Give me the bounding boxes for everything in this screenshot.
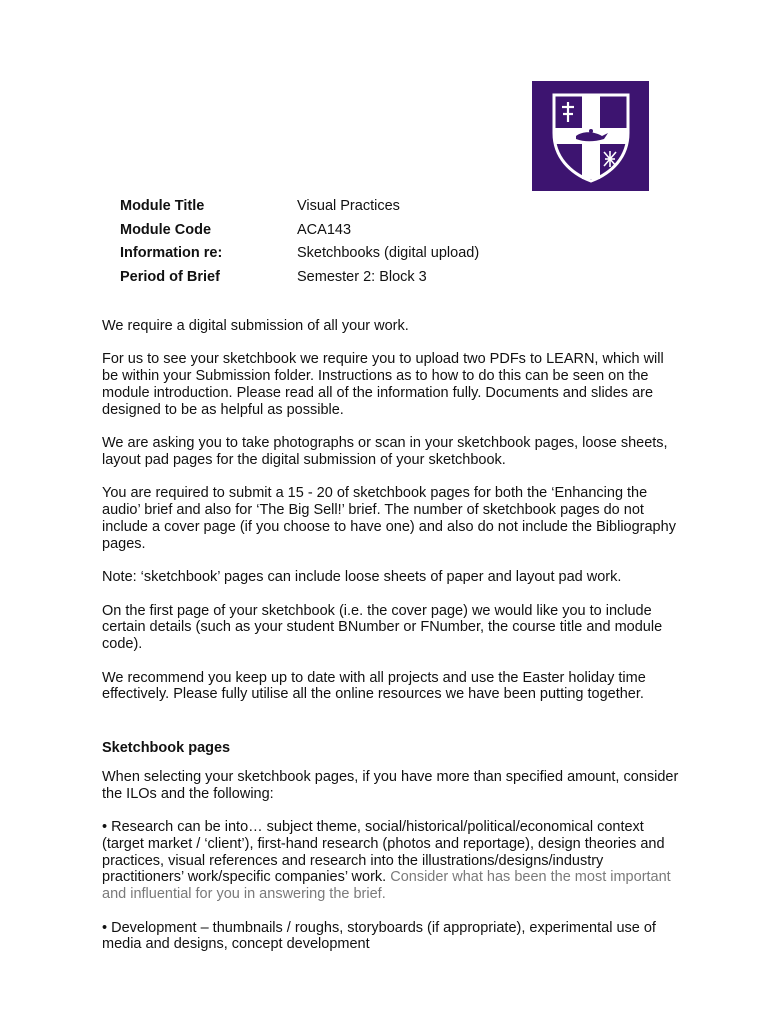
bullet-research-text: • Research can be into… subject theme, social/historical/political/economical context (target market / ‘client’), first-hand research (photos and reportage), design theories and practices, visual references and research into the illustrations/designs/industry practitioners’ work/specific companies’ work. <box>102 819 665 886</box>
module-title-value: Visual Practices <box>297 198 400 214</box>
module-info-row <box>120 242 479 266</box>
paragraph: For us to see your sketchbook we require you to upload two PDFs to LEARN, which will be within your Submission folder. Instructions as to how to do this can be seen on the module introduction. Please read all of the information fully. Documents and slides are designed to be as helpful as possible. <box>102 351 664 418</box>
university-crest-icon <box>532 81 649 191</box>
module-info-row <box>120 266 479 290</box>
document-body <box>102 318 682 970</box>
module-title-label: Module Title <box>120 198 205 214</box>
bullet-research-note: Consider what has been the most important and influential for you in answering the brief. <box>102 869 671 903</box>
period-of-brief-value: Semester 2: Block 3 <box>297 269 427 286</box>
bullet-research <box>102 819 682 903</box>
bullet-development: • Development – thumbnails / roughs, storyboards (if appropriate), experimental use of media and designs, concept development <box>102 919 656 953</box>
paragraph: We require a digital submission of all your work. <box>102 318 409 334</box>
paragraph: You are required to submit a 15 - 20 of sketchbook pages for both the ‘Enhancing the audio’ brief and also for ‘The Big Sell!’ brief. The number of sketchbook pages do not include a cover page (if you choose to have one) and also do not include the Bibliography pages. <box>102 485 676 552</box>
paragraph: We are asking you to take photographs or scan in your sketchbook pages, loose sheets, layout pad pages for the digital submission of your sketchbook. <box>102 435 668 468</box>
module-info-row <box>120 219 479 243</box>
module-code-label: Module Code <box>120 221 212 238</box>
section-intro: When selecting your sketchbook pages, if you have more than specified amount, consider the ILOs and the following: <box>102 768 679 802</box>
module-code-value: ACA143 <box>297 221 352 238</box>
paragraph: On the first page of your sketchbook (i.e. the cover page) we would like you to include certain details (such as your student BNumber or FNumber, the course title and module code). <box>102 602 663 653</box>
period-of-brief-label: Period of Brief <box>120 269 220 286</box>
information-re-value: Sketchbooks (digital upload) <box>297 245 480 262</box>
section-heading: Sketchbook pages <box>102 740 231 757</box>
module-info-table <box>120 195 479 290</box>
information-re-label: Information re: <box>120 245 223 262</box>
module-info-row <box>120 195 479 219</box>
paragraph: We recommend you keep up to date with all projects and use the Easter holiday time effectively. Please fully utilise all the online resources we have been putting together. <box>102 669 646 703</box>
crest-shield-icon <box>532 81 649 191</box>
paragraph: Note: ‘sketchbook’ pages can include loose sheets of paper and layout pad work. <box>102 569 622 586</box>
